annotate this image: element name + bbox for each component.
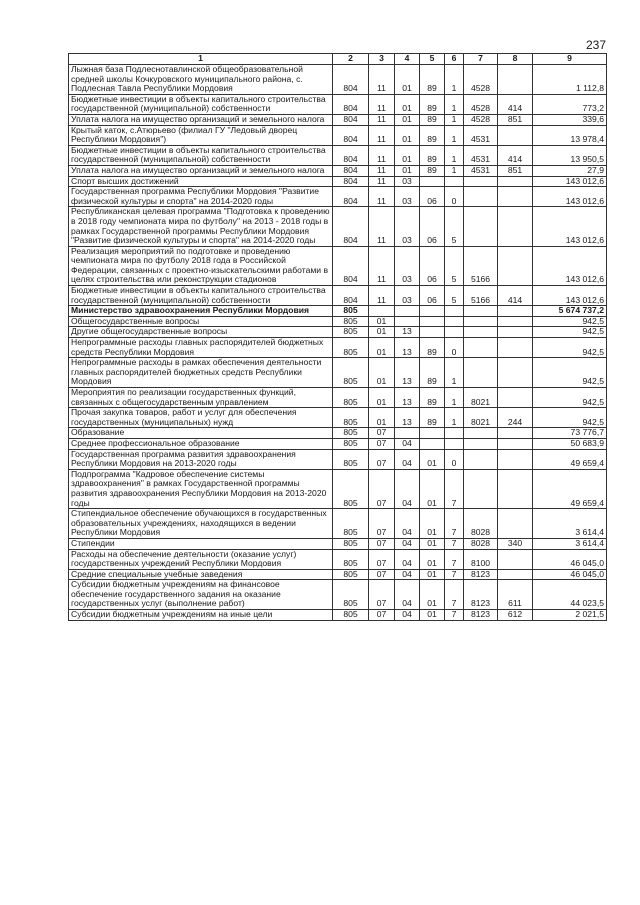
program-code [420, 327, 445, 338]
subprogram-code [445, 428, 464, 439]
target-code [464, 187, 498, 207]
program-code: 06 [420, 246, 445, 285]
section-code: 11 [369, 65, 395, 95]
program-code: 01 [420, 580, 445, 610]
item-name: Субсидии бюджетным учреждениям на иные цели [69, 610, 333, 621]
item-name: Бюджетные инвестиции в объекты капитального строительства государственной (муниципальной) собственности [69, 94, 333, 114]
subsection-code: 04 [395, 549, 420, 569]
expense-type-code [498, 438, 533, 449]
target-code: 8021 [464, 388, 498, 408]
subprogram-code [445, 176, 464, 187]
subprogram-code: 0 [445, 187, 464, 207]
subsection-code: 01 [395, 114, 420, 125]
table-row [69, 246, 607, 285]
table-header [69, 54, 607, 65]
program-code: 89 [420, 358, 445, 388]
target-code: 4528 [464, 94, 498, 114]
section-code: 01 [369, 358, 395, 388]
item-name: Государственная программа развития здравоохранения Республики Мордовия на 2013-2020 годы [69, 449, 333, 469]
expense-type-code [498, 509, 533, 539]
table-row [69, 449, 607, 469]
expense-type-code [498, 327, 533, 338]
subsection-code: 03 [395, 207, 420, 246]
table-row [69, 388, 607, 408]
ministry-code: 805 [333, 438, 369, 449]
subsection-code: 01 [395, 65, 420, 95]
section-code: 01 [369, 338, 395, 358]
ministry-code: 804 [333, 207, 369, 246]
subsection-code: 04 [395, 610, 420, 621]
program-code: 89 [420, 338, 445, 358]
ministry-code: 805 [333, 449, 369, 469]
subprogram-code: 7 [445, 569, 464, 580]
subsection-code: 13 [395, 388, 420, 408]
program-code [420, 428, 445, 439]
item-name: Образование [69, 428, 333, 439]
expense-type-code [498, 358, 533, 388]
ministry-code: 804 [333, 94, 369, 114]
item-name: Прочая закупка товаров, работ и услуг для обеспечения государственных (муниципальных) нужд [69, 408, 333, 428]
table-row [69, 125, 607, 145]
table-body [69, 65, 607, 621]
section-code: 11 [369, 187, 395, 207]
target-code: 4531 [464, 145, 498, 165]
section-code: 11 [369, 145, 395, 165]
program-code: 01 [420, 549, 445, 569]
table-row [69, 187, 607, 207]
ministry-code: 805 [333, 610, 369, 621]
ministry-code: 805 [333, 388, 369, 408]
target-code [464, 327, 498, 338]
amount: 5 674 737,2 [533, 306, 607, 317]
expense-type-code [498, 125, 533, 145]
item-name: Стипендиальное обеспечение обучающихся в государственных образовательных учреждениях, находящихся в ведении Республики Мордовия [69, 509, 333, 539]
section-code: 07 [369, 549, 395, 569]
table-row [69, 316, 607, 327]
item-name: Другие общегосударственные вопросы [69, 327, 333, 338]
program-code: 89 [420, 65, 445, 95]
table-row [69, 569, 607, 580]
section-code: 07 [369, 538, 395, 549]
budget-table [68, 53, 607, 621]
table-row [69, 207, 607, 246]
target-code: 4531 [464, 165, 498, 176]
ministry-code: 804 [333, 65, 369, 95]
program-code [420, 176, 445, 187]
target-code [464, 358, 498, 388]
program-code: 89 [420, 165, 445, 176]
target-code: 5166 [464, 286, 498, 306]
amount: 46 045,0 [533, 549, 607, 569]
section-code: 07 [369, 569, 395, 580]
table-row [69, 469, 607, 508]
subprogram-code: 1 [445, 408, 464, 428]
target-code [464, 176, 498, 187]
section-code: 11 [369, 286, 395, 306]
expense-type-code: 414 [498, 94, 533, 114]
subsection-code [395, 316, 420, 327]
table-row [69, 327, 607, 338]
subsection-code [395, 428, 420, 439]
subprogram-code [445, 438, 464, 449]
subsection-code: 03 [395, 286, 420, 306]
expense-type-code [498, 306, 533, 317]
program-code [420, 316, 445, 327]
subprogram-code [445, 316, 464, 327]
table-row [69, 176, 607, 187]
ministry-code: 805 [333, 549, 369, 569]
expense-type-code: 244 [498, 408, 533, 428]
table-row [69, 509, 607, 539]
ministry-code: 805 [333, 580, 369, 610]
item-name: Государственная программа Республики Мордовия "Развитие физической культуры и спорта" на 2014-2020 годы [69, 187, 333, 207]
item-name: Республиканская целевая программа "Подготовка к проведению в 2018 году чемпионата мира по футболу" на 2013 - 2018 годы в рамках Государственной программы Республики Мордовия "Развитие физической культуры и спорта" на 2014-2020 годы [69, 207, 333, 246]
column-header: 6 [445, 54, 464, 65]
amount: 13 950,5 [533, 145, 607, 165]
program-code: 89 [420, 125, 445, 145]
program-code: 89 [420, 114, 445, 125]
column-header: 8 [498, 54, 533, 65]
subsection-code: 13 [395, 338, 420, 358]
item-name: Лыжная база Подлеснотавлинской общеобразовательной средней школы Кочкуровского муниципального района, с. Подлесная Тавла Республики Мордовия [69, 65, 333, 95]
expense-type-code [498, 449, 533, 469]
section-code: 07 [369, 610, 395, 621]
section-code: 11 [369, 207, 395, 246]
section-code: 11 [369, 125, 395, 145]
target-code: 8123 [464, 569, 498, 580]
section-code: 07 [369, 580, 395, 610]
section-code: 11 [369, 165, 395, 176]
expense-type-code: 851 [498, 165, 533, 176]
target-code [464, 338, 498, 358]
expense-type-code: 414 [498, 145, 533, 165]
expense-type-code: 612 [498, 610, 533, 621]
amount: 339,6 [533, 114, 607, 125]
subprogram-code: 0 [445, 338, 464, 358]
item-name: Расходы на обеспечение деятельности (оказание услуг) государственных учреждений Республики Мордовия [69, 549, 333, 569]
ministry-code: 804 [333, 165, 369, 176]
column-header: 1 [69, 54, 333, 65]
section-code: 07 [369, 509, 395, 539]
item-name: Уплата налога на имущество организаций и земельного налога [69, 165, 333, 176]
subsection-code: 01 [395, 94, 420, 114]
subprogram-code: 1 [445, 125, 464, 145]
section-code: 01 [369, 327, 395, 338]
subprogram-code: 1 [445, 165, 464, 176]
column-header: 7 [464, 54, 498, 65]
section-code: 11 [369, 246, 395, 285]
table-row [69, 358, 607, 388]
subprogram-code: 7 [445, 509, 464, 539]
amount: 942,5 [533, 388, 607, 408]
subsection-code: 04 [395, 509, 420, 539]
subprogram-code: 7 [445, 538, 464, 549]
expense-type-code [498, 65, 533, 95]
table-row [69, 408, 607, 428]
amount: 143 012,6 [533, 246, 607, 285]
ministry-code: 805 [333, 316, 369, 327]
table-row [69, 610, 607, 621]
subprogram-code: 1 [445, 388, 464, 408]
subsection-code [395, 306, 420, 317]
item-name: Уплата налога на имущество организаций и земельного налога [69, 114, 333, 125]
item-name: Мероприятия по реализации государственных функций, связанных с общегосударственным управлением [69, 388, 333, 408]
subprogram-code: 1 [445, 65, 464, 95]
table-row [69, 428, 607, 439]
column-header: 9 [533, 54, 607, 65]
ministry-code: 804 [333, 114, 369, 125]
subprogram-code: 1 [445, 145, 464, 165]
item-name: Министерство здравоохранения Республики Мордовия [69, 306, 333, 317]
column-header: 3 [369, 54, 395, 65]
section-code: 07 [369, 449, 395, 469]
program-code: 89 [420, 94, 445, 114]
target-code: 4528 [464, 114, 498, 125]
amount: 44 023,5 [533, 580, 607, 610]
program-code: 01 [420, 610, 445, 621]
table-row [69, 580, 607, 610]
section-code: 11 [369, 114, 395, 125]
amount: 27,9 [533, 165, 607, 176]
section-code: 01 [369, 388, 395, 408]
target-code [464, 438, 498, 449]
subprogram-code: 0 [445, 449, 464, 469]
subsection-code: 04 [395, 538, 420, 549]
target-code [464, 428, 498, 439]
item-name: Спорт высших достижений [69, 176, 333, 187]
amount: 73 776,7 [533, 428, 607, 439]
amount: 50 683,9 [533, 438, 607, 449]
ministry-code: 805 [333, 408, 369, 428]
program-code: 01 [420, 569, 445, 580]
program-code [420, 306, 445, 317]
ministry-code: 804 [333, 286, 369, 306]
target-code [464, 316, 498, 327]
amount: 773,2 [533, 94, 607, 114]
program-code: 06 [420, 286, 445, 306]
item-name: Средние специальные учебные заведения [69, 569, 333, 580]
program-code: 89 [420, 408, 445, 428]
subsection-code: 04 [395, 580, 420, 610]
item-name: Подпрограмма "Кадровое обеспечение системы здравоохранения" в рамках Государственной программы развития здравоохранения Республики Мордовия на 2013-2020 годы [69, 469, 333, 508]
amount: 13 978,4 [533, 125, 607, 145]
program-code: 89 [420, 145, 445, 165]
subprogram-code: 1 [445, 94, 464, 114]
amount: 46 045,0 [533, 569, 607, 580]
column-header: 5 [420, 54, 445, 65]
subsection-code: 04 [395, 469, 420, 508]
ministry-code: 805 [333, 358, 369, 388]
program-code [420, 438, 445, 449]
program-code: 01 [420, 469, 445, 508]
expense-type-code: 611 [498, 580, 533, 610]
amount: 942,5 [533, 358, 607, 388]
ministry-code: 805 [333, 538, 369, 549]
section-code: 07 [369, 469, 395, 508]
subprogram-code: 5 [445, 207, 464, 246]
ministry-code: 805 [333, 338, 369, 358]
target-code: 8123 [464, 580, 498, 610]
subprogram-code: 5 [445, 286, 464, 306]
expense-type-code [498, 469, 533, 508]
ministry-code: 805 [333, 569, 369, 580]
ministry-code: 804 [333, 187, 369, 207]
table-row [69, 538, 607, 549]
subsection-code: 04 [395, 569, 420, 580]
amount: 1 112,8 [533, 65, 607, 95]
page-number: 237 [585, 38, 606, 52]
subsection-code: 01 [395, 165, 420, 176]
target-code: 8123 [464, 610, 498, 621]
section-code: 01 [369, 316, 395, 327]
target-code [464, 306, 498, 317]
item-name: Непрограммные расходы главных распорядителей бюджетных средств Республики Мордовия [69, 338, 333, 358]
table-row [69, 306, 607, 317]
column-header: 4 [395, 54, 420, 65]
expense-type-code [498, 187, 533, 207]
ministry-code: 805 [333, 509, 369, 539]
ministry-code: 804 [333, 176, 369, 187]
program-code: 01 [420, 509, 445, 539]
target-code: 4528 [464, 65, 498, 95]
amount: 49 659,4 [533, 469, 607, 508]
table-row [69, 338, 607, 358]
amount: 3 614,4 [533, 538, 607, 549]
subprogram-code [445, 327, 464, 338]
subsection-code: 13 [395, 408, 420, 428]
expense-type-code [498, 428, 533, 439]
ministry-code: 805 [333, 428, 369, 439]
ministry-code: 804 [333, 246, 369, 285]
item-name: Общегосударственные вопросы [69, 316, 333, 327]
subsection-code: 03 [395, 246, 420, 285]
target-code [464, 207, 498, 246]
header-row [69, 54, 607, 65]
expense-type-code: 414 [498, 286, 533, 306]
expense-type-code [498, 569, 533, 580]
table-row [69, 65, 607, 95]
subsection-code: 04 [395, 438, 420, 449]
section-code: 07 [369, 438, 395, 449]
table-row [69, 286, 607, 306]
program-code: 89 [420, 388, 445, 408]
subprogram-code: 7 [445, 610, 464, 621]
expense-type-code [498, 176, 533, 187]
expense-type-code [498, 207, 533, 246]
expense-type-code [498, 338, 533, 358]
subprogram-code: 7 [445, 549, 464, 569]
program-code: 01 [420, 538, 445, 549]
ministry-code: 804 [333, 145, 369, 165]
table-row [69, 94, 607, 114]
subprogram-code: 1 [445, 358, 464, 388]
item-name: Среднее профессиональное образование [69, 438, 333, 449]
table-row [69, 549, 607, 569]
table-row [69, 114, 607, 125]
section-code: 11 [369, 176, 395, 187]
program-code: 06 [420, 207, 445, 246]
expense-type-code [498, 549, 533, 569]
section-code: 01 [369, 408, 395, 428]
subsection-code: 03 [395, 176, 420, 187]
item-name: Непрограммные расходы в рамках обеспечения деятельности главных распорядителей бюджетных средств Республики Мордовия [69, 358, 333, 388]
program-code: 06 [420, 187, 445, 207]
expense-type-code [498, 388, 533, 408]
ministry-code: 805 [333, 469, 369, 508]
subprogram-code [445, 306, 464, 317]
table-row [69, 438, 607, 449]
expense-type-code [498, 316, 533, 327]
amount: 942,5 [533, 338, 607, 358]
target-code: 8100 [464, 549, 498, 569]
amount: 2 021,5 [533, 610, 607, 621]
target-code: 8028 [464, 509, 498, 539]
target-code [464, 449, 498, 469]
section-code: 07 [369, 428, 395, 439]
subsection-code: 01 [395, 145, 420, 165]
target-code: 4531 [464, 125, 498, 145]
subprogram-code: 7 [445, 580, 464, 610]
amount: 143 012,6 [533, 286, 607, 306]
item-name: Субсидии бюджетным учреждениям на финансовое обеспечение государственного задания на оказание государственных услуг (выполнение работ) [69, 580, 333, 610]
subprogram-code: 5 [445, 246, 464, 285]
expense-type-code: 340 [498, 538, 533, 549]
subprogram-code: 7 [445, 469, 464, 508]
amount: 143 012,6 [533, 187, 607, 207]
item-name: Бюджетные инвестиции в объекты капитального строительства государственной (муниципальной) собственности [69, 145, 333, 165]
subsection-code: 01 [395, 125, 420, 145]
item-name: Крытый каток, с.Атюрьево (филиал ГУ "Ледовый дворец Республики Мордовия") [69, 125, 333, 145]
subsection-code: 03 [395, 187, 420, 207]
table-row [69, 165, 607, 176]
amount: 143 012,6 [533, 176, 607, 187]
item-name: Стипендии [69, 538, 333, 549]
amount: 942,5 [533, 327, 607, 338]
target-code: 5166 [464, 246, 498, 285]
target-code: 8021 [464, 408, 498, 428]
program-code: 01 [420, 449, 445, 469]
subprogram-code: 1 [445, 114, 464, 125]
amount: 49 659,4 [533, 449, 607, 469]
amount: 942,5 [533, 408, 607, 428]
ministry-code: 804 [333, 125, 369, 145]
subsection-code: 13 [395, 358, 420, 388]
amount: 3 614,4 [533, 509, 607, 539]
subsection-code: 04 [395, 449, 420, 469]
item-name: Бюджетные инвестиции в объекты капитального строительства государственной (муниципальной) собственности [69, 286, 333, 306]
expense-type-code [498, 246, 533, 285]
item-name: Реализация мероприятий по подготовке и проведению чемпионата мира по футболу 2018 года в Российской Федерации, связанных с проектно-изыскательскими работами в целях строительства или реконструкции стадионов [69, 246, 333, 285]
amount: 942,5 [533, 316, 607, 327]
ministry-code: 805 [333, 306, 369, 317]
subsection-code: 13 [395, 327, 420, 338]
target-code [464, 469, 498, 508]
expense-type-code: 851 [498, 114, 533, 125]
amount: 143 012,6 [533, 207, 607, 246]
target-code: 8028 [464, 538, 498, 549]
column-header: 2 [333, 54, 369, 65]
section-code [369, 306, 395, 317]
table-row [69, 145, 607, 165]
ministry-code: 805 [333, 327, 369, 338]
section-code: 11 [369, 94, 395, 114]
